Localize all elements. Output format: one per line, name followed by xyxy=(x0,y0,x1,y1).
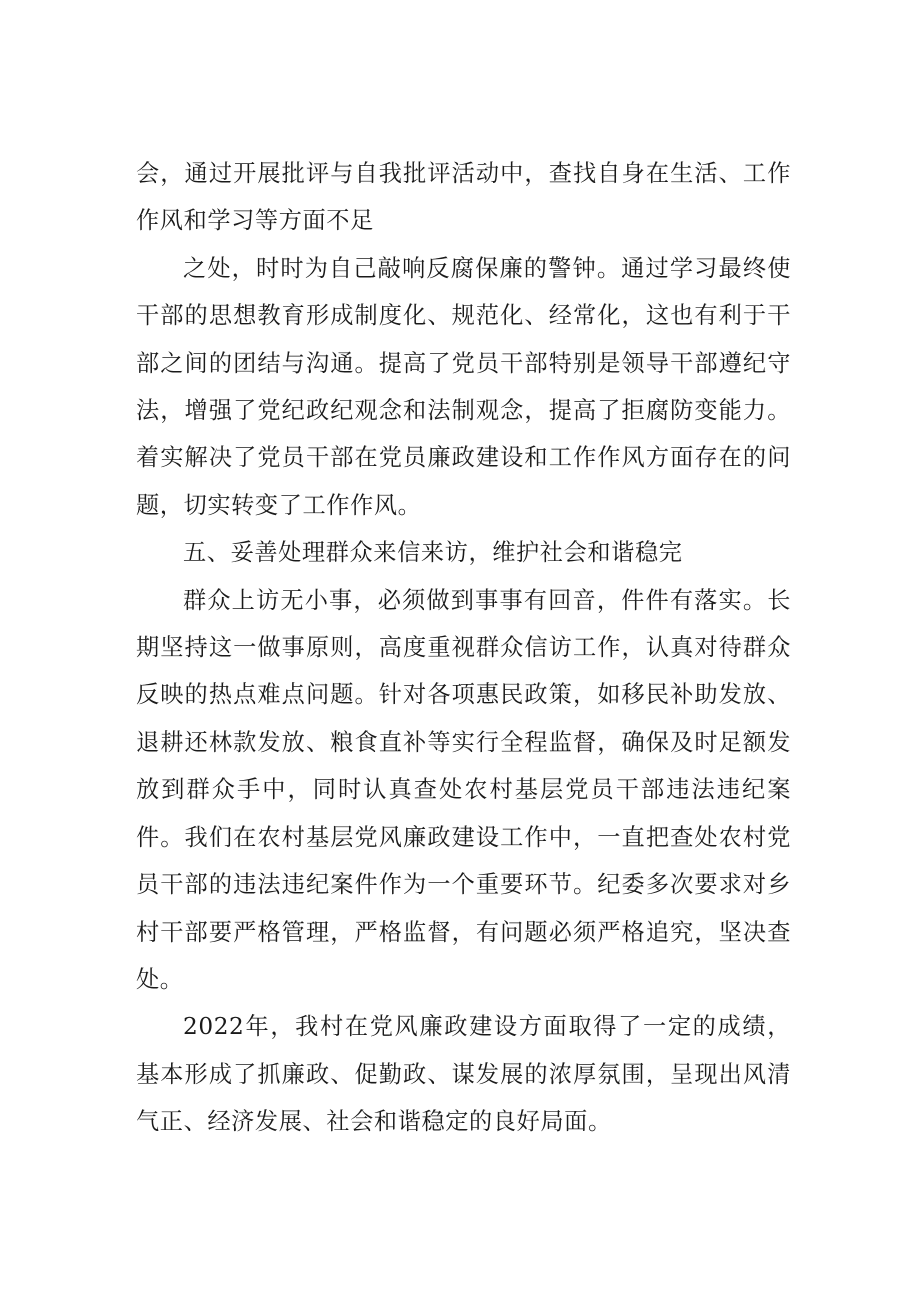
paragraph-summary-2022: 2022年，我村在党风廉政建设方面取得了一定的成绩，基本形成了抓廉政、促勤政、谋发展的浓厚氛围，呈现出风清气正、经济发展、社会和谐稳定的良好局面。 xyxy=(136,1013,791,1136)
paragraph-petitions: 群众上访无小事，必须做到事事有回音，件件有落实。长期坚持这一做事原则，高度重视群众信访工作，认真对待群众反映的热点难点问题。针对各项惠民政策，如移民补助发放、退耕还林款发放、粮食直补等实行全程监督，确保及时足额发放到群众手中，同时认真查处农村基层党员干部违法违纪案件。我们在农村基层党风廉政建设工作中，一直把查处农村党员干部的违法违纪案件作为一个重要环节。纪委多次要求对乡村干部要严格管理，严格监督，有问题必须严格追究，坚决查处。 xyxy=(136,586,791,993)
paragraph-discipline-study: 之处，时时为自己敲响反腐保廉的警钟。通过学习最终使干部的思想教育形成制度化、规范化、经常化，这也有利于干部之间的团结与沟通。提高了党员干部特别是领导干部遵纪守法，增强了党纪政纪观念和法制观念，提高了拒腐防变能力。着实解决了党员干部在党员廉政建设和工作作风方面存在的问题，切实转变了工作作风。 xyxy=(136,254,791,519)
paragraph-continuation: 会，通过开展批评与自我批评活动中，查找自身在生活、工作作风和学习等方面不足 xyxy=(136,160,791,235)
body-text xyxy=(136,150,791,1146)
section-heading-five: 五、妥善处理群众来信来访，维护社会和谐稳完 xyxy=(183,539,683,567)
